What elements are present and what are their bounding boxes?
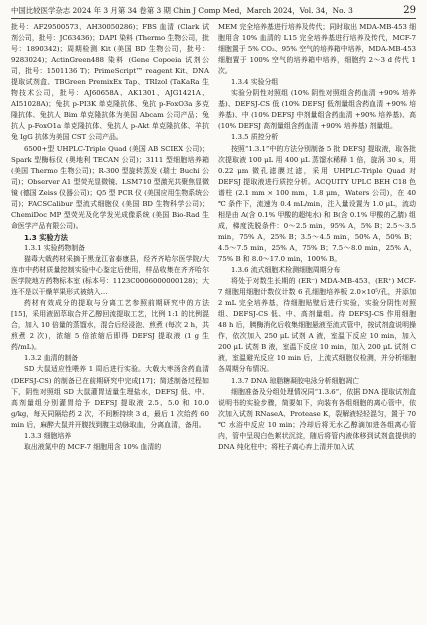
body-columns bbox=[11, 22, 416, 453]
paragraph: 药材有效成分的提取与分离工艺参照前期研究中的方法[15]，采用液固萃取合并乙醇回流提取工艺，比例 1:1 的比例混合，加入 10 倍量的蒸馏水，混合后经浸泡、煎煮 (每次 2 h，共煎煮 2 次)，浓缩 5 倍浓缩后即得 DEFSJ 提取液 (1 g 生药/mL)。 bbox=[11, 299, 209, 352]
paragraph: 批号：AF29500573、AH30050286)；FBS 血清 (Clark 试剂公司，批号：JC63436)；DAPI 染料 (Thermo 生物公司，批号：1890342)；周期检测 Kit (美国 BD 生物公司，批号：9283024)；ActinGreen488 染料 (Gene Copoeia 试剂公司，批号：1501136 T)；PrimeScript™ reagent Kit、DNA 提取试剂盒、TBGreen PremixEx Tap、TRIzol (TaKaRa 生物技术公司，批号：AJ60658A、AK1301、AJG1421A、AI51028A)；兔抗 p-PI3K 单克隆抗体、兔抗 p-FoxO3a 多克隆抗体、兔抗人 Bim 单克隆抗体为美国 Abcam 公司产品；兔抗人 p-FoxO1a 单克隆抗体、兔抗人 p-Akt 单克隆抗体、羊抗兔 IgG 抗体为美国 CST 公司产品。 bbox=[11, 23, 209, 142]
subsection-heading: 1.3.5 质控分析 bbox=[231, 133, 279, 142]
subsection-heading: 1.3.3 细胞培养 bbox=[24, 431, 72, 440]
paragraph: 6500+型 UHPLC-Triple Quad (美国 AB SCIEX 公司)；Spark 型酶标仪 (奥地利 TECAN 公司)；3111 型细胞培养箱 (美国 Thermo 生物公司)；R-300 型旋转蒸发 (瑞士 Buchi 公司)；Observer A1 型荧光显微镜、LSM710 型激光共聚焦显微镜 (德国 Zeiss 仪器公司)；Q5 型 PCR 仪 (美国应用生物系统公司)；FACSCalibur 型流式细胞仪 (美国 BD 生物科学公司)；ChemiDoc MP 型荧光及化学发光成像系统 (美国 Bio-Rad 生命医学产品有限公司)。 bbox=[11, 144, 209, 230]
paragraph: 细胞准备及分组处理情况同“1.3.6”，依据 DNA 提取试剂盒说明书的实验步骤，简要如下，向装有各组细胞的离心管中，依次加入试剂 RNaseA、Protease K，裂解液轻轻混匀，置于 70 ℃ 水浴中反应 10 min；冷却后将无水乙醇滴加进各组离心管内，管中呈现白色絮状沉淀，随后将管内液体移到试剂盒提供的 DNA 纯化柱中；将柱子离心弃上清并加入试 bbox=[218, 387, 416, 451]
subsection-heading: 1.3.1 实验药物制备 bbox=[24, 243, 86, 252]
running-header bbox=[11, 6, 416, 19]
subsection-heading: 1.3.4 实验分组 bbox=[231, 78, 279, 87]
subsection-heading: 1.3.7 DNA 琼脂糖凝胶电泳分析细胞凋亡 bbox=[231, 376, 360, 385]
journal-citation: 中国比较医学杂志 2024 年 3 月第 34 卷第 3 期 Chin J Comp Med，March 2024，Vol. 34，No. 3 bbox=[11, 6, 353, 15]
paragraph: 猫毒大戟药材采摘于黑龙江省泰康县，经齐齐哈尔医学院/大连市中药材质量控制实验中心鉴定后使用，样品收集在齐齐哈尔医学院地方药物标本室 (标本号：1123C0006000000128)；大连不是以干燥苹果形式被纳入… bbox=[11, 254, 209, 297]
subsection-heading: 1.3.2 血清的制备 bbox=[24, 354, 79, 363]
page-number: 29 bbox=[403, 5, 416, 16]
paragraph: 将处于对数生长期的 (ER⁻) MDA-MB-453、(ER⁺) MCF-7 细胞用细胞计数仪计数 6 孔细胞培养板 2.0×10⁵/孔，并添加 2 mL 完全培养基，待细胞贴壁后进行实验，实验分阴性对照组、DEFSJ-CS 低、中、高剂量组。待 DEFSJ-CS 作用细胞 48 h 后，胰酶消化后收集细胞悬液至流式管中，按试剂盒说明操作，依次加入 250 μL 试剂 A 液，室温下反应 10 min，加入 200 μL 试剂 B 液，室温下反应 10 min，加入 200 μL 试剂 C 液，室温避光反应 10 min 后，上流式细胞仪检测，并分析细胞各周期分布情况。 bbox=[218, 277, 416, 374]
section-heading: 1.3 实验方法 bbox=[24, 232, 68, 242]
paragraph: SD 大鼠适应性喂养 1 周后进行实验。大戟大枣汤含药血清 (DEFSJ-CS) 的制备已在前期研究中完成[17]；简述制备过程如下，阴性对照组 SD 大鼠灌胃适量生理盐水，DEFSJ 低、中、高剂量组分别灌胃给予 DEFSJ 提取液 2.5、5.0 和 10.0 g/kg，每天同隔给药 2 次，不间断持续 3 d，最后 1 次给药 60 min 后，麻醉大鼠并开腹找到腹主动脉取血，分离血清，备用。 bbox=[11, 365, 209, 429]
paragraph: 取出液氮中的 MCF-7 细胞用含 10% 血清的 bbox=[24, 442, 162, 451]
subsection-heading: 1.3.6 流式细胞术检测细胞周期分布 bbox=[231, 266, 341, 275]
paragraph: 实验分阴性对照组 (10% 阴性对照组含药血清 +90% 培养基)、DEFSJ-CS 低 (10% DEFSJ 低剂量组含药血清 +90% 培养基)、中 (10% DEFSJ 中剂量组含药血清 +90% 培养基)、高 (10% DEFSJ 高剂量组含药血清 +90% 培养基) 剂量组。 bbox=[218, 89, 416, 131]
paragraph: 按照“1.3.1”中的方法分别制备 5 批 DEFSJ 提取液，取各批次提取液 100 μL 用 400 μL 蒸馏水稀释 1 倍，旋涡 30 s，用 0.22 μm 微孔滤膜过滤，采用 UHPLC-Triple Quad 对 DEFSJ 提取液进行质控分析。ACQUITY UPLC BEH C18 色谱柱 (2.1 mm × 100 mm，1.8 μm，Waters 公司)，在 40 ℃ 条件下，流速为 0.4 mL/min，注入量设置为 1.0 μL，流动相是由 A(含 0.1% 甲酸的超纯水) 和 B(含 0.1% 甲酸的乙腈) 组成，梯度洗脱条件：0～2.5 min，95% A，5% B；2.5～3.5 min，75% A，25% B；3.5～4.5 min，50% A，50% B；4.5～7.5 min，25% A，75% B；7.5～8.0 min，25% A，75% B 和 8.0～17.0 min，100% B。 bbox=[218, 144, 416, 263]
right-column bbox=[218, 22, 416, 453]
left-column bbox=[11, 22, 209, 453]
paragraph: MEM 完全培养基进行培养及传代；同时取出 MDA-MB-453 细胞用含 10% 血清的 L15 完全培养基进行培养及传代，MCF-7 细胞置于 5% CO₂、95% 空气的培养箱中培养，MDA-MB-453 细胞置于 100% 空气的培养箱中培养，细胞约 2～3 d 传代 1 次。 bbox=[218, 23, 416, 76]
